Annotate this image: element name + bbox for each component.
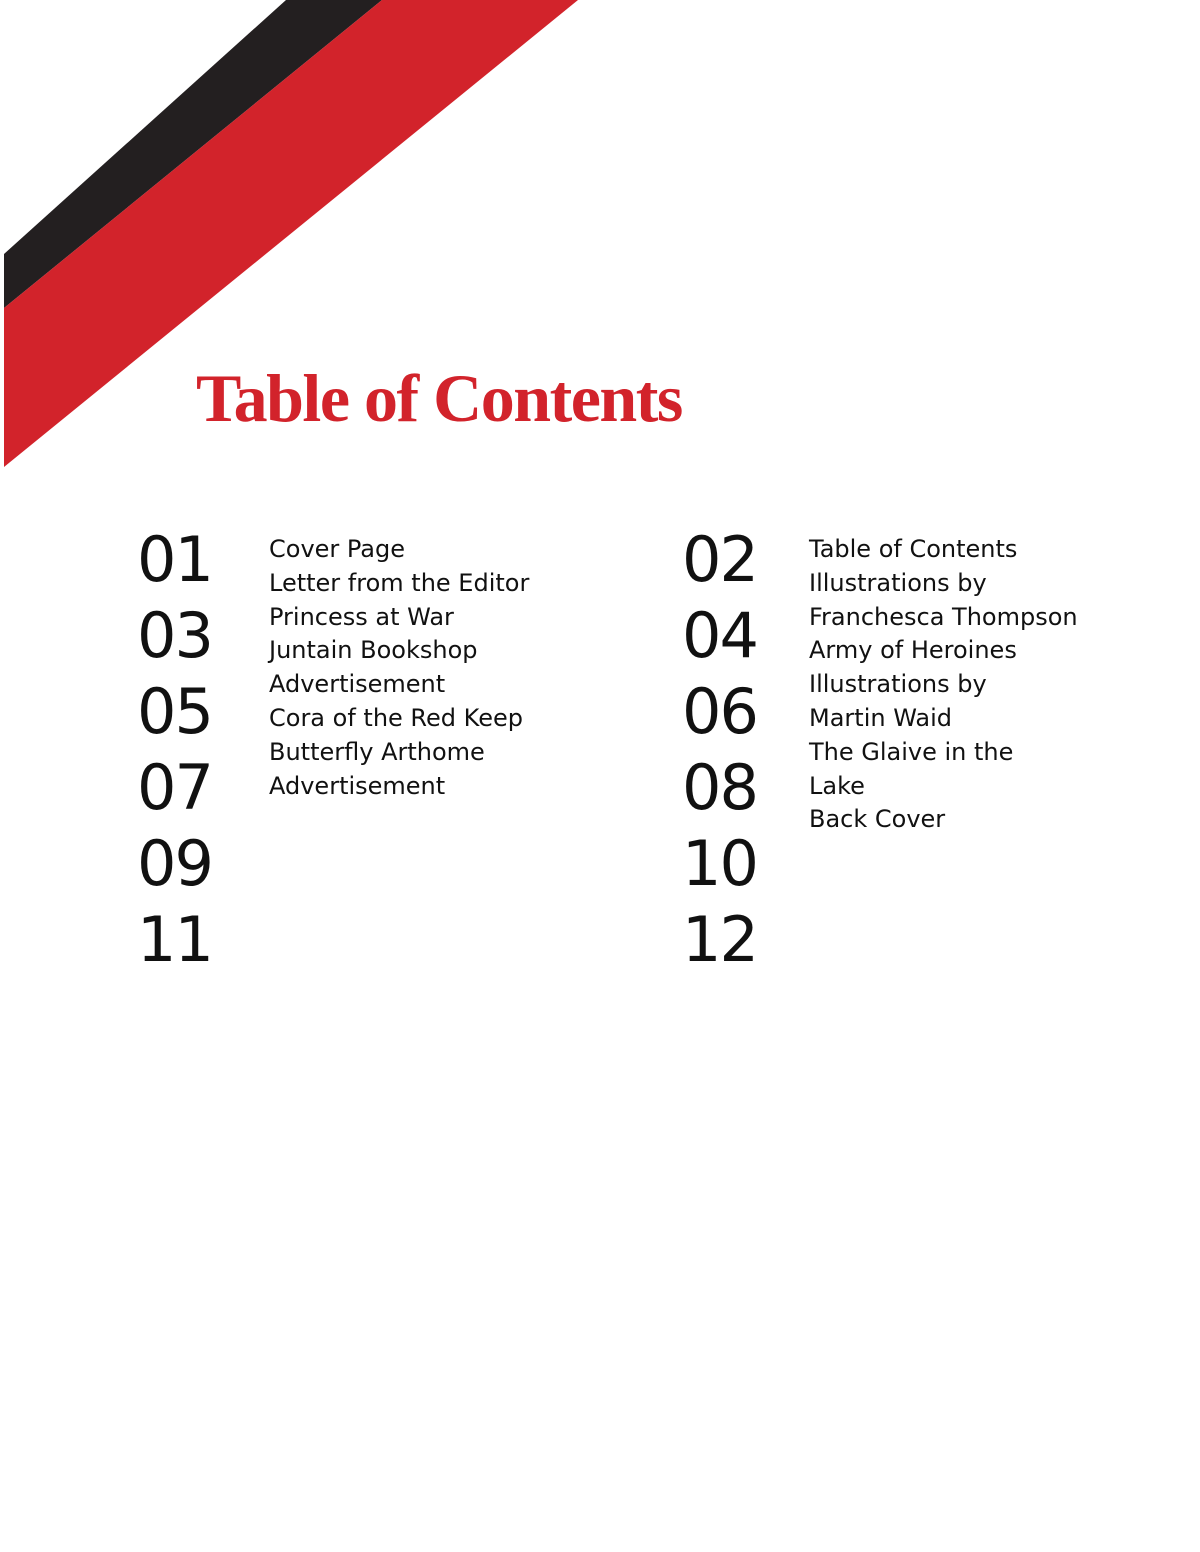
page-number: 02 xyxy=(682,523,757,596)
list-item: Illustrations by xyxy=(809,568,987,597)
list-item: Franchesca Thompson xyxy=(809,602,1078,631)
page-number: 08 xyxy=(682,751,757,824)
page-number: 04 xyxy=(682,599,757,672)
list-item: Advertisement xyxy=(269,771,446,800)
page-number: 03 xyxy=(137,599,212,672)
list-item: Table of Contents xyxy=(809,535,1018,563)
right-contents-list xyxy=(809,533,1078,837)
page-number: 09 xyxy=(137,827,212,900)
list-item: Letter from the Editor xyxy=(269,568,530,597)
page-number: 11 xyxy=(137,903,212,976)
left-page-numbers xyxy=(137,522,212,978)
list-item: Cora of the Red Keep xyxy=(269,703,523,732)
list-item: Cover Page xyxy=(269,535,406,563)
list-item: Martin Waid xyxy=(809,703,953,732)
list-item: Lake xyxy=(809,771,865,800)
list-item: Advertisement xyxy=(269,670,446,699)
right-page-numbers xyxy=(682,522,757,978)
page-title: Table of Contents xyxy=(196,360,682,436)
page-number: 07 xyxy=(137,751,212,824)
list-item: Juntain Bookshop xyxy=(269,636,478,665)
list-item: Princess at War xyxy=(269,602,454,631)
page-number: 01 xyxy=(137,523,212,596)
list-item: Illustrations by xyxy=(809,670,987,699)
left-contents-list xyxy=(269,533,529,803)
page-number: 05 xyxy=(137,675,212,748)
list-item: Army of Heroines xyxy=(809,636,1017,665)
page-number: 12 xyxy=(682,903,757,976)
list-item: Back Cover xyxy=(809,805,946,834)
page-number: 10 xyxy=(682,827,757,900)
list-item: Butterfly Arthome xyxy=(269,737,485,766)
page-number: 06 xyxy=(682,675,757,748)
list-item: The Glaive in the xyxy=(809,737,1014,766)
